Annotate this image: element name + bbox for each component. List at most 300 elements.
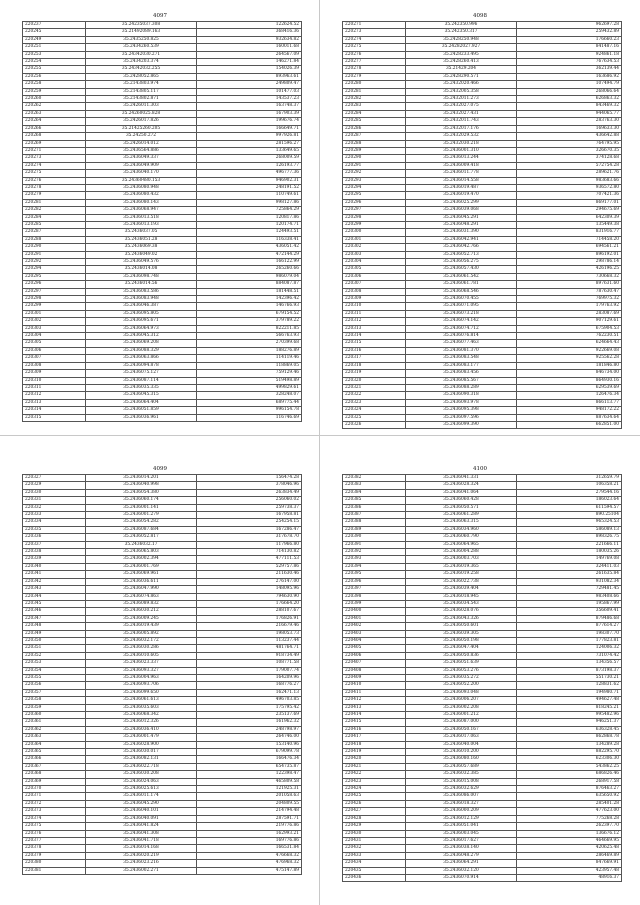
record-id-cell: 220266 <box>23 125 86 132</box>
reference-cell: 35.2436041.064 <box>406 489 517 496</box>
reference-cell: 35.2436050.571 <box>406 504 517 511</box>
reference-cell: 35.2436093.048 <box>406 689 517 696</box>
amount-cell: 198053.73 <box>197 630 302 637</box>
record-id-cell: 220286 <box>343 125 406 132</box>
record-id-cell: 220294 <box>23 266 86 273</box>
record-id-cell: 220332 <box>23 504 86 511</box>
table-row <box>23 786 302 793</box>
amount-cell: 841487.16 <box>517 44 622 51</box>
amount-cell: 420625.48 <box>517 845 622 852</box>
table-row <box>23 333 302 340</box>
amount-cell: 263834.49 <box>197 489 302 496</box>
table-row <box>343 586 622 593</box>
record-id-cell: 220288 <box>23 236 86 243</box>
reference-cell: 35.2436054.380 <box>86 489 197 496</box>
record-id-cell: 220301 <box>23 310 86 317</box>
amount-cell: 983683.66 <box>517 177 622 184</box>
amount-cell: 818245.21 <box>517 704 622 711</box>
reference-cell: 35.2436001.479 <box>86 734 197 741</box>
reference-cell: 35.2436068.342 <box>86 712 197 719</box>
reference-cell: 35.2436060.174 <box>86 497 197 504</box>
amount-cell: 898326.75 <box>517 534 622 541</box>
table-row <box>23 756 302 763</box>
reference-cell: 35.2436049.909 <box>86 162 197 169</box>
record-id-cell: 220294 <box>343 184 406 191</box>
record-id-cell: 220367 <box>23 763 86 770</box>
reference-cell: 35.2435250.825 <box>86 36 197 43</box>
record-id-cell: 220259 <box>23 88 86 95</box>
table-row <box>343 497 622 504</box>
record-id-cell: 220339 <box>23 556 86 563</box>
reference-cell: 35.2436019.470 <box>406 192 517 199</box>
reference-cell: 35.2436052.200 <box>406 682 517 689</box>
table-row <box>343 66 622 73</box>
amount-cell: 146271.84 <box>197 59 302 66</box>
table-row <box>343 637 622 644</box>
record-id-cell: 220305 <box>23 340 86 347</box>
reference-cell: 35.2436099.390 <box>406 421 517 428</box>
record-id-cell: 220288 <box>343 140 406 147</box>
table-row <box>23 229 302 236</box>
amount-cell: 163686.92 <box>517 73 622 80</box>
amount-cell: 317678.70 <box>197 534 302 541</box>
reference-cell: 35.2436036.611 <box>86 578 197 585</box>
reference-cell: 35.2436074.712 <box>406 325 517 332</box>
reference-cell: 35.2436049.337 <box>86 155 197 162</box>
table-row <box>23 549 302 556</box>
table-row <box>343 660 622 667</box>
reference-cell: 35.2436049.02 <box>86 251 197 258</box>
amount-cell: 117966.80 <box>197 541 302 548</box>
table-row <box>343 81 622 88</box>
reference-cell: 35.2436037.05 <box>86 229 197 236</box>
amount-cell: 166122.99 <box>197 259 302 266</box>
reference-cell: 35.2436064.973 <box>86 325 197 332</box>
reference-cell: 35.2436046.387 <box>86 303 197 310</box>
reference-cell: 35.2436071.095 <box>406 303 517 310</box>
amount-cell: 116338.41 <box>197 236 302 243</box>
record-id-cell: 220348 <box>23 623 86 630</box>
record-id-cell: 220317 <box>343 355 406 362</box>
table-row <box>23 110 302 117</box>
amount-cell: 787630.47 <box>517 288 622 295</box>
record-id-cell: 220392 <box>343 549 406 556</box>
reference-cell: 35.2436045.290 <box>86 800 197 807</box>
record-id-cell: 220393 <box>343 556 406 563</box>
record-id-cell: 220436 <box>343 874 406 881</box>
amount-cell: 48916.37 <box>517 874 622 881</box>
table-row <box>343 259 622 266</box>
reference-cell: 35.2436030.212 <box>86 608 197 615</box>
amount-cell: 294675.69 <box>517 207 622 214</box>
table-row <box>23 682 302 689</box>
amount-cell: 624664.43 <box>517 340 622 347</box>
reference-cell: 35.2436564.886 <box>86 147 197 154</box>
table-row <box>23 73 302 80</box>
record-id-cell: 220285 <box>343 118 406 125</box>
amount-cell: 312659.79 <box>517 475 622 482</box>
reference-cell: 35.2436063.315 <box>406 519 517 526</box>
record-id-cell: 220386 <box>343 504 406 511</box>
reference-cell: 35.2436041.824 <box>86 823 197 830</box>
table-row <box>23 340 302 347</box>
amount-cell: 730668.32 <box>517 273 622 280</box>
record-id-cell: 220302 <box>23 318 86 325</box>
table-row <box>23 251 302 258</box>
amount-cell: 635650.92 <box>517 793 622 800</box>
page-4098 <box>342 12 618 429</box>
table-row <box>23 593 302 600</box>
table-row <box>343 623 622 630</box>
reference-cell: 35.2436000.209 <box>406 808 517 815</box>
table-row <box>23 504 302 511</box>
reference-cell: 35.2436064.291 <box>406 860 517 867</box>
reference-cell: 35.2436070.914 <box>406 874 517 881</box>
record-id-cell: 220410 <box>343 682 406 689</box>
reference-cell: 35.2436056.275 <box>406 259 517 266</box>
table-row <box>343 667 622 674</box>
reference-cell: 35.2436017.063 <box>406 734 517 741</box>
record-id-cell: 220349 <box>23 630 86 637</box>
record-id-cell: 220287 <box>23 229 86 236</box>
table-row <box>343 571 622 578</box>
reference-cell: 35.2436041.308 <box>86 830 197 837</box>
amount-cell: 948172.22 <box>517 407 622 414</box>
amount-cell: 146766.93 <box>197 303 302 310</box>
amount-cell: 762230.51 <box>517 333 622 340</box>
table-row <box>343 118 622 125</box>
reference-cell: 35.2436040.091 <box>86 815 197 822</box>
amount-cell: 876463.27 <box>517 786 622 793</box>
amount-cell: 168776.27 <box>197 682 302 689</box>
record-id-cell: 220371 <box>23 793 86 800</box>
table-row <box>343 340 622 347</box>
record-id-cell: 220427 <box>343 808 406 815</box>
record-id-cell: 220357 <box>23 689 86 696</box>
record-id-cell: 220379 <box>23 852 86 859</box>
reference-cell: 35.2436051.041 <box>406 823 517 830</box>
table-row <box>343 377 622 384</box>
amount-cell: 177823.81 <box>517 637 622 644</box>
amount-cell: 714130.82 <box>197 549 302 556</box>
record-id-cell: 220295 <box>23 273 86 280</box>
amount-cell: 477623.00 <box>517 808 622 815</box>
reference-cell: 35.2436074.863 <box>86 593 197 600</box>
amount-cell: 769975.32 <box>517 296 622 303</box>
amount-cell: 326670.35 <box>517 147 622 154</box>
record-id-cell: 220313 <box>343 325 406 332</box>
table-row <box>23 362 302 369</box>
amount-cell: 113237.44 <box>197 637 302 644</box>
reference-cell: 35.2436001.279 <box>86 512 197 519</box>
record-id-cell: 220279 <box>343 73 406 80</box>
record-id-cell: 220278 <box>23 184 86 191</box>
table-row <box>23 303 302 310</box>
reference-cell: 35.2432017.176 <box>406 125 517 132</box>
amount-cell: 181846.80 <box>517 362 622 369</box>
amount-cell: 121925.31 <box>197 786 302 793</box>
amount-cell: 887634.64 <box>517 414 622 421</box>
amount-cell: 328248.07 <box>197 392 302 399</box>
amount-cell: 256060.02 <box>197 497 302 504</box>
table-row <box>23 623 302 630</box>
table-row <box>23 534 302 541</box>
reference-cell: 35.24342032.255 <box>86 66 197 73</box>
reference-cell: 35.2436086.007 <box>406 793 517 800</box>
record-id-cell: 220299 <box>23 303 86 310</box>
reference-cell: 35.2436001.769 <box>86 563 197 570</box>
amount-cell: 423957.48 <box>517 867 622 874</box>
reference-cell: 35.2436076.814 <box>406 333 517 340</box>
amount-cell: 946251.37 <box>517 719 622 726</box>
amount-cell: 287591.71 <box>197 815 302 822</box>
record-id-cell: 220385 <box>343 497 406 504</box>
amount-cell: 128831.62 <box>517 682 622 689</box>
table-row <box>23 207 302 214</box>
amount-cell: 254254.15 <box>197 519 302 526</box>
table-row <box>343 504 622 511</box>
table-row <box>343 519 622 526</box>
amount-cell: 907129.61 <box>517 318 622 325</box>
amount-cell: 694561.21 <box>517 244 622 251</box>
reference-cell: 35.24360480.153 <box>86 177 197 184</box>
record-id-cell: 220362 <box>23 726 86 733</box>
table-row <box>23 392 302 399</box>
amount-cell: 896192.01 <box>517 251 622 258</box>
table-row <box>343 534 622 541</box>
reference-cell: 35.2436015.008 <box>406 778 517 785</box>
record-id-cell: 220411 <box>343 689 406 696</box>
table-row <box>23 214 302 221</box>
reference-cell: 35.2436048.291 <box>406 221 517 228</box>
record-id-cell: 220398 <box>343 593 406 600</box>
reference-cell: 35.2436052.713 <box>406 251 517 258</box>
table-row <box>343 44 622 51</box>
page-title: 4097 <box>153 13 167 19</box>
table-row <box>343 741 622 748</box>
record-id-cell: 220347 <box>23 615 86 622</box>
amount-cell: 235137.69 <box>197 712 302 719</box>
record-id-cell: 220309 <box>343 296 406 303</box>
record-id-cell: 220318 <box>343 362 406 369</box>
record-id-cell: 220355 <box>23 674 86 681</box>
reference-cell: 35.2428250.948 <box>406 36 517 43</box>
reference-cell: 35.21492089.163 <box>86 29 197 36</box>
record-id-cell: 220424 <box>343 786 406 793</box>
amount-cell: 897631.60 <box>517 281 622 288</box>
reference-cell: 35.2436006.207 <box>406 697 517 704</box>
reference-cell: 35.2436034.960 <box>406 526 517 533</box>
record-id-cell: 220249 <box>23 36 86 43</box>
table-row <box>23 719 302 726</box>
record-id-cell: 220378 <box>23 845 86 852</box>
amount-cell: 551730.21 <box>517 674 622 681</box>
table-row <box>23 325 302 332</box>
amount-cell: 249809.47 <box>197 81 302 88</box>
record-id-cell: 220324 <box>343 407 406 414</box>
reference-cell: 35.21429.204 <box>406 66 517 73</box>
amount-cell: 877614.27 <box>517 623 622 630</box>
reference-cell: 35.2436025.299 <box>406 199 517 206</box>
amount-cell: 847669.91 <box>517 860 622 867</box>
record-id-cell: 220298 <box>343 214 406 221</box>
amount-cell: 162993.21 <box>197 830 302 837</box>
table-row <box>343 229 622 236</box>
reference-cell: 35.2436032.17 <box>86 541 197 548</box>
record-id-cell: 220262 <box>23 103 86 110</box>
table-row <box>343 22 622 29</box>
table-row <box>343 110 622 117</box>
amount-cell: 261635.84 <box>517 571 622 578</box>
table-row <box>23 489 302 496</box>
table-row <box>343 199 622 206</box>
record-id-cell: 220435 <box>343 867 406 874</box>
record-id-cell: 220297 <box>343 207 406 214</box>
amount-cell: 714458.20 <box>517 236 622 243</box>
reference-cell: 35.2436040.004 <box>406 741 517 748</box>
record-id-cell: 220287 <box>343 133 406 140</box>
table-row <box>23 199 302 206</box>
reference-cell: 35.2436042.766 <box>406 244 517 251</box>
reference-cell: 35.2436089.832 <box>86 600 197 607</box>
amount-cell: 499829.61 <box>197 384 302 391</box>
amount-cell: 248798.97 <box>197 726 302 733</box>
amount-cell: 932634.82 <box>197 36 302 43</box>
amount-cell: 268009.59 <box>197 155 302 162</box>
reference-cell: 35.2436051.28 <box>86 236 197 243</box>
page-divider-horizontal <box>0 435 640 436</box>
table-row <box>343 763 622 770</box>
reference-cell: 35.2436032.629 <box>406 786 517 793</box>
record-id-cell: 220321 <box>343 384 406 391</box>
reference-cell: 35.2436080.160 <box>406 756 517 763</box>
reference-cell: 35.2436030.286 <box>86 645 197 652</box>
record-id-cell: 220258 <box>23 81 86 88</box>
record-id-cell: 220412 <box>343 697 406 704</box>
table-row <box>23 310 302 317</box>
reference-cell: 35.2436003.045 <box>406 830 517 837</box>
table-row <box>23 778 302 785</box>
reference-cell: 35.2436050.601 <box>406 623 517 630</box>
table-row <box>343 682 622 689</box>
reference-cell: 35.2436064.965 <box>406 541 517 548</box>
reference-cell: 35.2436034.543 <box>406 600 517 607</box>
record-id-cell: 220329 <box>23 482 86 489</box>
reference-cell: 35.2432030.218 <box>406 140 517 147</box>
amount-cell: 626863.32 <box>517 96 622 103</box>
amount-cell: 529757.86 <box>197 563 302 570</box>
data-table <box>342 474 622 882</box>
record-id-cell: 220338 <box>23 549 86 556</box>
reference-cell: 35.2436083.456 <box>406 370 517 377</box>
record-id-cell: 220306 <box>343 273 406 280</box>
data-table <box>342 21 622 429</box>
reference-cell: 35.2436028.324 <box>406 482 517 489</box>
amount-cell: 120174.71 <box>197 221 302 228</box>
amount-cell: 167286.47 <box>197 526 302 533</box>
record-id-cell: 220310 <box>23 377 86 384</box>
amount-cell: 167958.81 <box>197 512 302 519</box>
reference-cell: 35.2436019.439 <box>86 623 197 630</box>
record-id-cell: 220360 <box>23 712 86 719</box>
reference-cell: 35.2436049.576 <box>86 259 197 266</box>
record-id-cell: 220282 <box>23 207 86 214</box>
amount-cell: 481764.71 <box>197 645 302 652</box>
record-id-cell: 220269 <box>23 140 86 147</box>
amount-cell: 143537.23 <box>197 96 302 103</box>
amount-cell: 965324.53 <box>517 519 622 526</box>
reference-cell: 35.2436018.945 <box>406 593 517 600</box>
reference-cell: 35.2436047.404 <box>406 645 517 652</box>
amount-cell: 179763.92 <box>517 303 622 310</box>
amount-cell: 161962.32 <box>197 719 302 726</box>
table-row <box>343 756 622 763</box>
table-row <box>23 845 302 852</box>
table-row <box>23 384 302 391</box>
table-row <box>343 600 622 607</box>
reference-cell: 35.2436032.385 <box>406 771 517 778</box>
record-id-cell: 220402 <box>343 623 406 630</box>
record-id-cell: 220237 <box>23 22 86 29</box>
reference-cell: 35.2436045.312 <box>86 333 197 340</box>
reference-cell: 35.2436050.167 <box>406 726 517 733</box>
table-row <box>343 630 622 637</box>
amount-cell: 126193.77 <box>197 162 302 169</box>
reference-cell: 35.2436032.120 <box>406 867 517 874</box>
table-row <box>23 852 302 859</box>
amount-cell: 154026.39 <box>197 66 302 73</box>
reference-cell: 35.2436040.101 <box>86 808 197 815</box>
amount-cell: 879486.68 <box>517 615 622 622</box>
reference-cell: 35.2436050.198 <box>406 637 517 644</box>
record-id-cell: 220303 <box>23 325 86 332</box>
record-id-cell: 220307 <box>343 281 406 288</box>
table-row <box>23 155 302 162</box>
record-id-cell: 220389 <box>343 526 406 533</box>
record-id-cell: 220351 <box>23 645 86 652</box>
reference-cell: 35.2436013.244 <box>406 155 517 162</box>
amount-cell: 494627.48 <box>517 697 622 704</box>
reference-cell: 35.2436001.310 <box>406 147 517 154</box>
reference-cell: 35.2436095.671 <box>86 318 197 325</box>
amount-cell: 108771.58 <box>197 660 302 667</box>
reference-cell: 35.2428052.865 <box>86 73 197 80</box>
table-row <box>23 867 302 874</box>
table-row <box>343 734 622 741</box>
reference-cell: 35.2436036.410 <box>86 726 197 733</box>
table-row <box>23 630 302 637</box>
table-row <box>343 512 622 519</box>
amount-cell: 476668.32 <box>197 852 302 859</box>
reference-cell: 35.2436077.463 <box>406 340 517 347</box>
reference-cell: 35.2436038.140 <box>406 845 517 852</box>
reference-cell: 35.2436043.326 <box>406 615 517 622</box>
reference-cell: 35.2436019.365 <box>406 563 517 570</box>
table-row <box>23 162 302 169</box>
reference-cell: 35.242350.996 <box>406 22 517 29</box>
table-row <box>343 273 622 280</box>
table-row <box>343 399 622 406</box>
table-row <box>343 867 622 874</box>
amount-cell: 642309.39 <box>517 214 622 221</box>
reference-cell: 35.2436061.289 <box>406 512 517 519</box>
amount-cell: 662851.00 <box>517 421 622 428</box>
amount-cell: 276147.00 <box>197 578 302 585</box>
table-row <box>23 726 302 733</box>
amount-cell: 764795.95 <box>517 140 622 147</box>
amount-cell: 262397.70 <box>517 823 622 830</box>
table-row <box>23 177 302 184</box>
